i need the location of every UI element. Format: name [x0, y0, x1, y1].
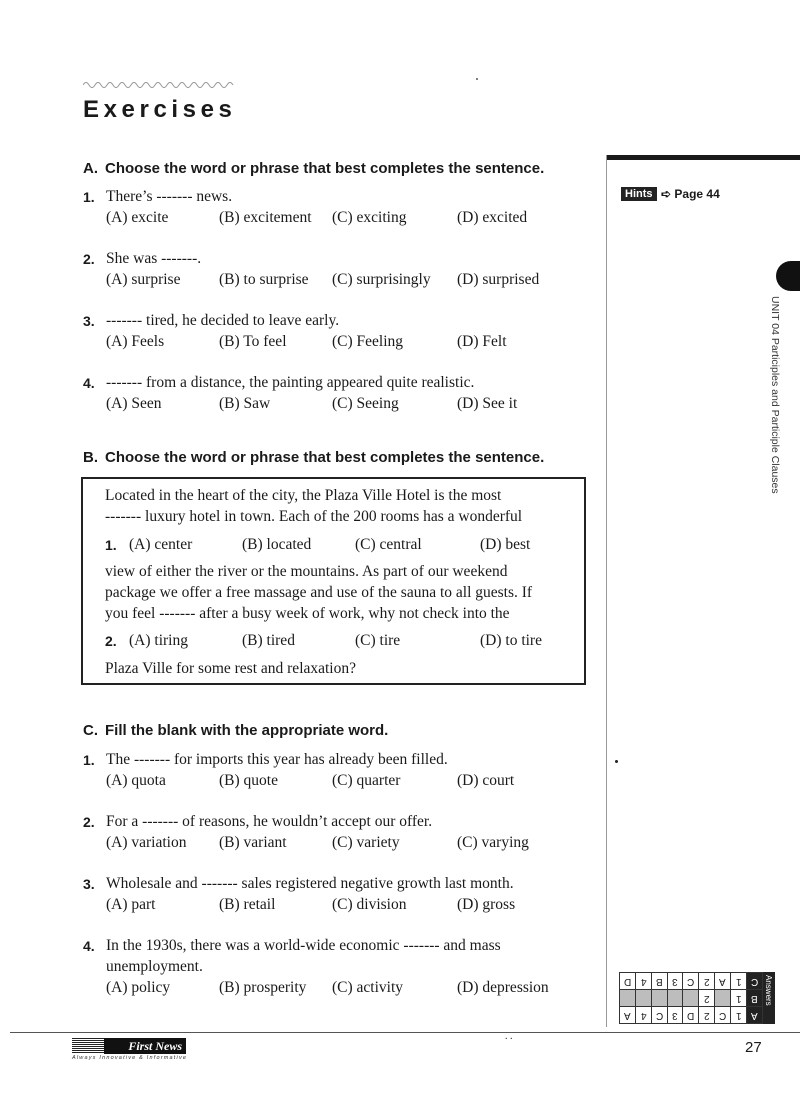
answer-cell: B [651, 973, 667, 990]
question-number: 1. [83, 752, 95, 768]
option-a[interactable]: (A) policy [106, 979, 171, 996]
option-d[interactable]: (D) surprised [457, 271, 540, 288]
option-c[interactable]: (C) tire [355, 632, 401, 649]
question-stem: ------- tired, he decided to leave early. [106, 312, 340, 329]
answer-cell: 1 [731, 1007, 747, 1024]
section-instruction: Choose the word or phrase that best completes the sentence. [105, 449, 545, 466]
option-c[interactable]: (C) quarter [332, 772, 401, 789]
question-number: 2. [83, 814, 95, 830]
option-c[interactable]: (C) Seeing [332, 395, 399, 412]
question-stem: In the 1930s, there was a world-wide economic ------- and mass [106, 937, 501, 954]
option-c[interactable]: (C) central [355, 536, 422, 553]
option-a[interactable]: (A) Seen [106, 395, 162, 412]
option-b[interactable]: (B) quote [219, 772, 278, 789]
answer-cell: C [651, 1007, 667, 1024]
option-a[interactable]: (A) center [129, 536, 193, 553]
option-a[interactable]: (A) quota [106, 772, 166, 789]
option-b[interactable]: (B) To feel [219, 333, 287, 350]
passage-line: package we offer a free massage and use of the sauna to all guests. If [105, 584, 533, 601]
answer-cell: 2 [699, 1007, 715, 1024]
answers-label: Answers [764, 975, 773, 1006]
page-title: Exercises [83, 96, 237, 123]
title-ornament [83, 80, 235, 90]
option-d[interactable]: (D) excited [457, 209, 528, 226]
question-a3 [83, 312, 593, 354]
option-d[interactable]: (C) varying [457, 834, 529, 851]
question-number: 4. [83, 938, 95, 954]
publisher-logo: First News [104, 1038, 186, 1054]
question-c4 [83, 937, 593, 1000]
publisher-tagline: Always Innovative & Informative [72, 1055, 188, 1061]
answer-row-label: B [746, 990, 762, 1007]
question-number: 4. [83, 375, 95, 391]
section-letter: A. [83, 160, 98, 177]
answer-cell: 2 [699, 973, 715, 990]
option-a[interactable]: (A) tiring [129, 632, 188, 649]
option-d[interactable]: (D) to tire [480, 632, 542, 649]
answer-key-grid [619, 972, 763, 1024]
option-d[interactable]: (D) court [457, 772, 515, 789]
option-d[interactable]: (D) depression [457, 979, 549, 996]
answer-cell: 1 [731, 990, 747, 1007]
section-instruction: Choose the word or phrase that best completes the sentence. [105, 160, 545, 177]
answer-cell [651, 990, 667, 1007]
answer-cell: C [683, 973, 699, 990]
answers-tab [763, 972, 775, 1024]
question-a2 [83, 250, 593, 292]
unit-label-text: UNIT 04 Participles and Participle Clauses [769, 296, 781, 494]
question-c2 [83, 813, 593, 855]
speck [476, 78, 478, 80]
section-letter: B. [83, 449, 98, 466]
unit-label [766, 296, 786, 494]
footer-rule [10, 1032, 800, 1033]
option-b[interactable]: (B) retail [219, 896, 276, 913]
option-b[interactable]: (B) to surprise [219, 271, 309, 288]
question-a4 [83, 374, 593, 416]
section-b-heading [83, 449, 544, 466]
option-d[interactable]: (D) best [480, 536, 531, 553]
answer-cell: A [620, 1007, 636, 1024]
question-a1 [83, 188, 593, 230]
footer-dots: . . [505, 1031, 513, 1042]
question-stem: Wholesale and ------- sales registered negative growth last month. [106, 875, 514, 892]
option-b[interactable]: (B) excitement [219, 209, 312, 226]
answer-cell: A [715, 973, 731, 990]
answer-cell: C [715, 1007, 731, 1024]
hints-page-ref[interactable]: ➪ Page 44 [661, 187, 720, 201]
section-a-heading [83, 160, 544, 177]
passage-line: you feel ------- after a busy week of work, why not check into the [105, 605, 510, 622]
question-stem-continued: unemployment. [106, 958, 203, 975]
option-b[interactable]: (B) prosperity [219, 979, 307, 996]
answer-cell: D [683, 1007, 699, 1024]
question-stem: For a ------- of reasons, he wouldn’t accept our offer. [106, 813, 433, 830]
sidebar-divider [606, 155, 607, 1027]
option-c[interactable]: (C) surprisingly [332, 271, 431, 288]
answer-cell [683, 990, 699, 1007]
question-number: 3. [83, 313, 95, 329]
option-d[interactable]: (D) See it [457, 395, 518, 412]
answer-cell [620, 990, 636, 1007]
passage-line: Plaza Ville for some rest and relaxation? [105, 660, 356, 677]
answer-cell: 3 [667, 973, 683, 990]
speck [615, 760, 618, 763]
option-c[interactable]: (C) exciting [332, 209, 407, 226]
option-a[interactable]: (A) part [106, 896, 156, 913]
blank-number: 2. [105, 633, 117, 649]
question-stem: There’s ------- news. [106, 188, 233, 205]
answer-cell: D [620, 973, 636, 990]
option-c[interactable]: (C) activity [332, 979, 404, 996]
option-a[interactable]: (A) variation [106, 834, 187, 851]
option-c[interactable]: (C) variety [332, 834, 400, 851]
option-b[interactable]: (B) Saw [219, 395, 271, 412]
section-instruction: Fill the blank with the appropriate word. [105, 722, 389, 739]
answer-cell [667, 990, 683, 1007]
question-number: 3. [83, 876, 95, 892]
question-c3 [83, 875, 593, 917]
blank-number: 1. [105, 537, 117, 553]
question-stem: She was -------. [106, 250, 202, 267]
section-letter: C. [83, 722, 98, 739]
answer-cell: 4 [635, 1007, 651, 1024]
unit-tab-marker [776, 261, 800, 291]
passage-line: ------- luxury hotel in town. Each of the 200 rooms has a wonderful [105, 508, 523, 525]
option-c[interactable]: (C) Feeling [332, 333, 404, 350]
question-stem: ------- from a distance, the painting appeared quite realistic. [106, 374, 475, 391]
option-c[interactable]: (C) division [332, 896, 407, 913]
question-number: 2. [83, 251, 95, 267]
sidebar-top-rule [607, 155, 800, 160]
option-a[interactable]: (A) surprise [106, 271, 181, 288]
answer-cell [715, 990, 731, 1007]
question-stem: The ------- for imports this year has already been filled. [106, 751, 448, 768]
question-c1 [83, 751, 593, 793]
passage-line: view of either the river or the mountains. As part of our weekend [105, 563, 508, 580]
answer-row-label: C [746, 973, 762, 990]
option-d[interactable]: (D) Felt [457, 333, 507, 350]
option-d[interactable]: (D) gross [457, 896, 516, 913]
answer-cell: 2 [699, 990, 715, 1007]
answer-cell: 4 [635, 973, 651, 990]
option-a[interactable]: (A) Feels [106, 333, 165, 350]
option-b[interactable]: (B) variant [219, 834, 287, 851]
page-number: 27 [745, 1039, 762, 1056]
question-number: 1. [83, 189, 95, 205]
option-b[interactable]: (B) located [242, 536, 312, 553]
answer-cell [635, 990, 651, 1007]
passage-line: Located in the heart of the city, the Plaza Ville Hotel is the most [105, 487, 502, 504]
answer-cell: 1 [731, 973, 747, 990]
answer-row-label: A [746, 1007, 762, 1024]
option-b[interactable]: (B) tired [242, 632, 295, 649]
answer-cell: 3 [667, 1007, 683, 1024]
section-c-heading [83, 722, 388, 739]
hints-badge: Hints [621, 187, 657, 201]
option-a[interactable]: (A) excite [106, 209, 169, 226]
